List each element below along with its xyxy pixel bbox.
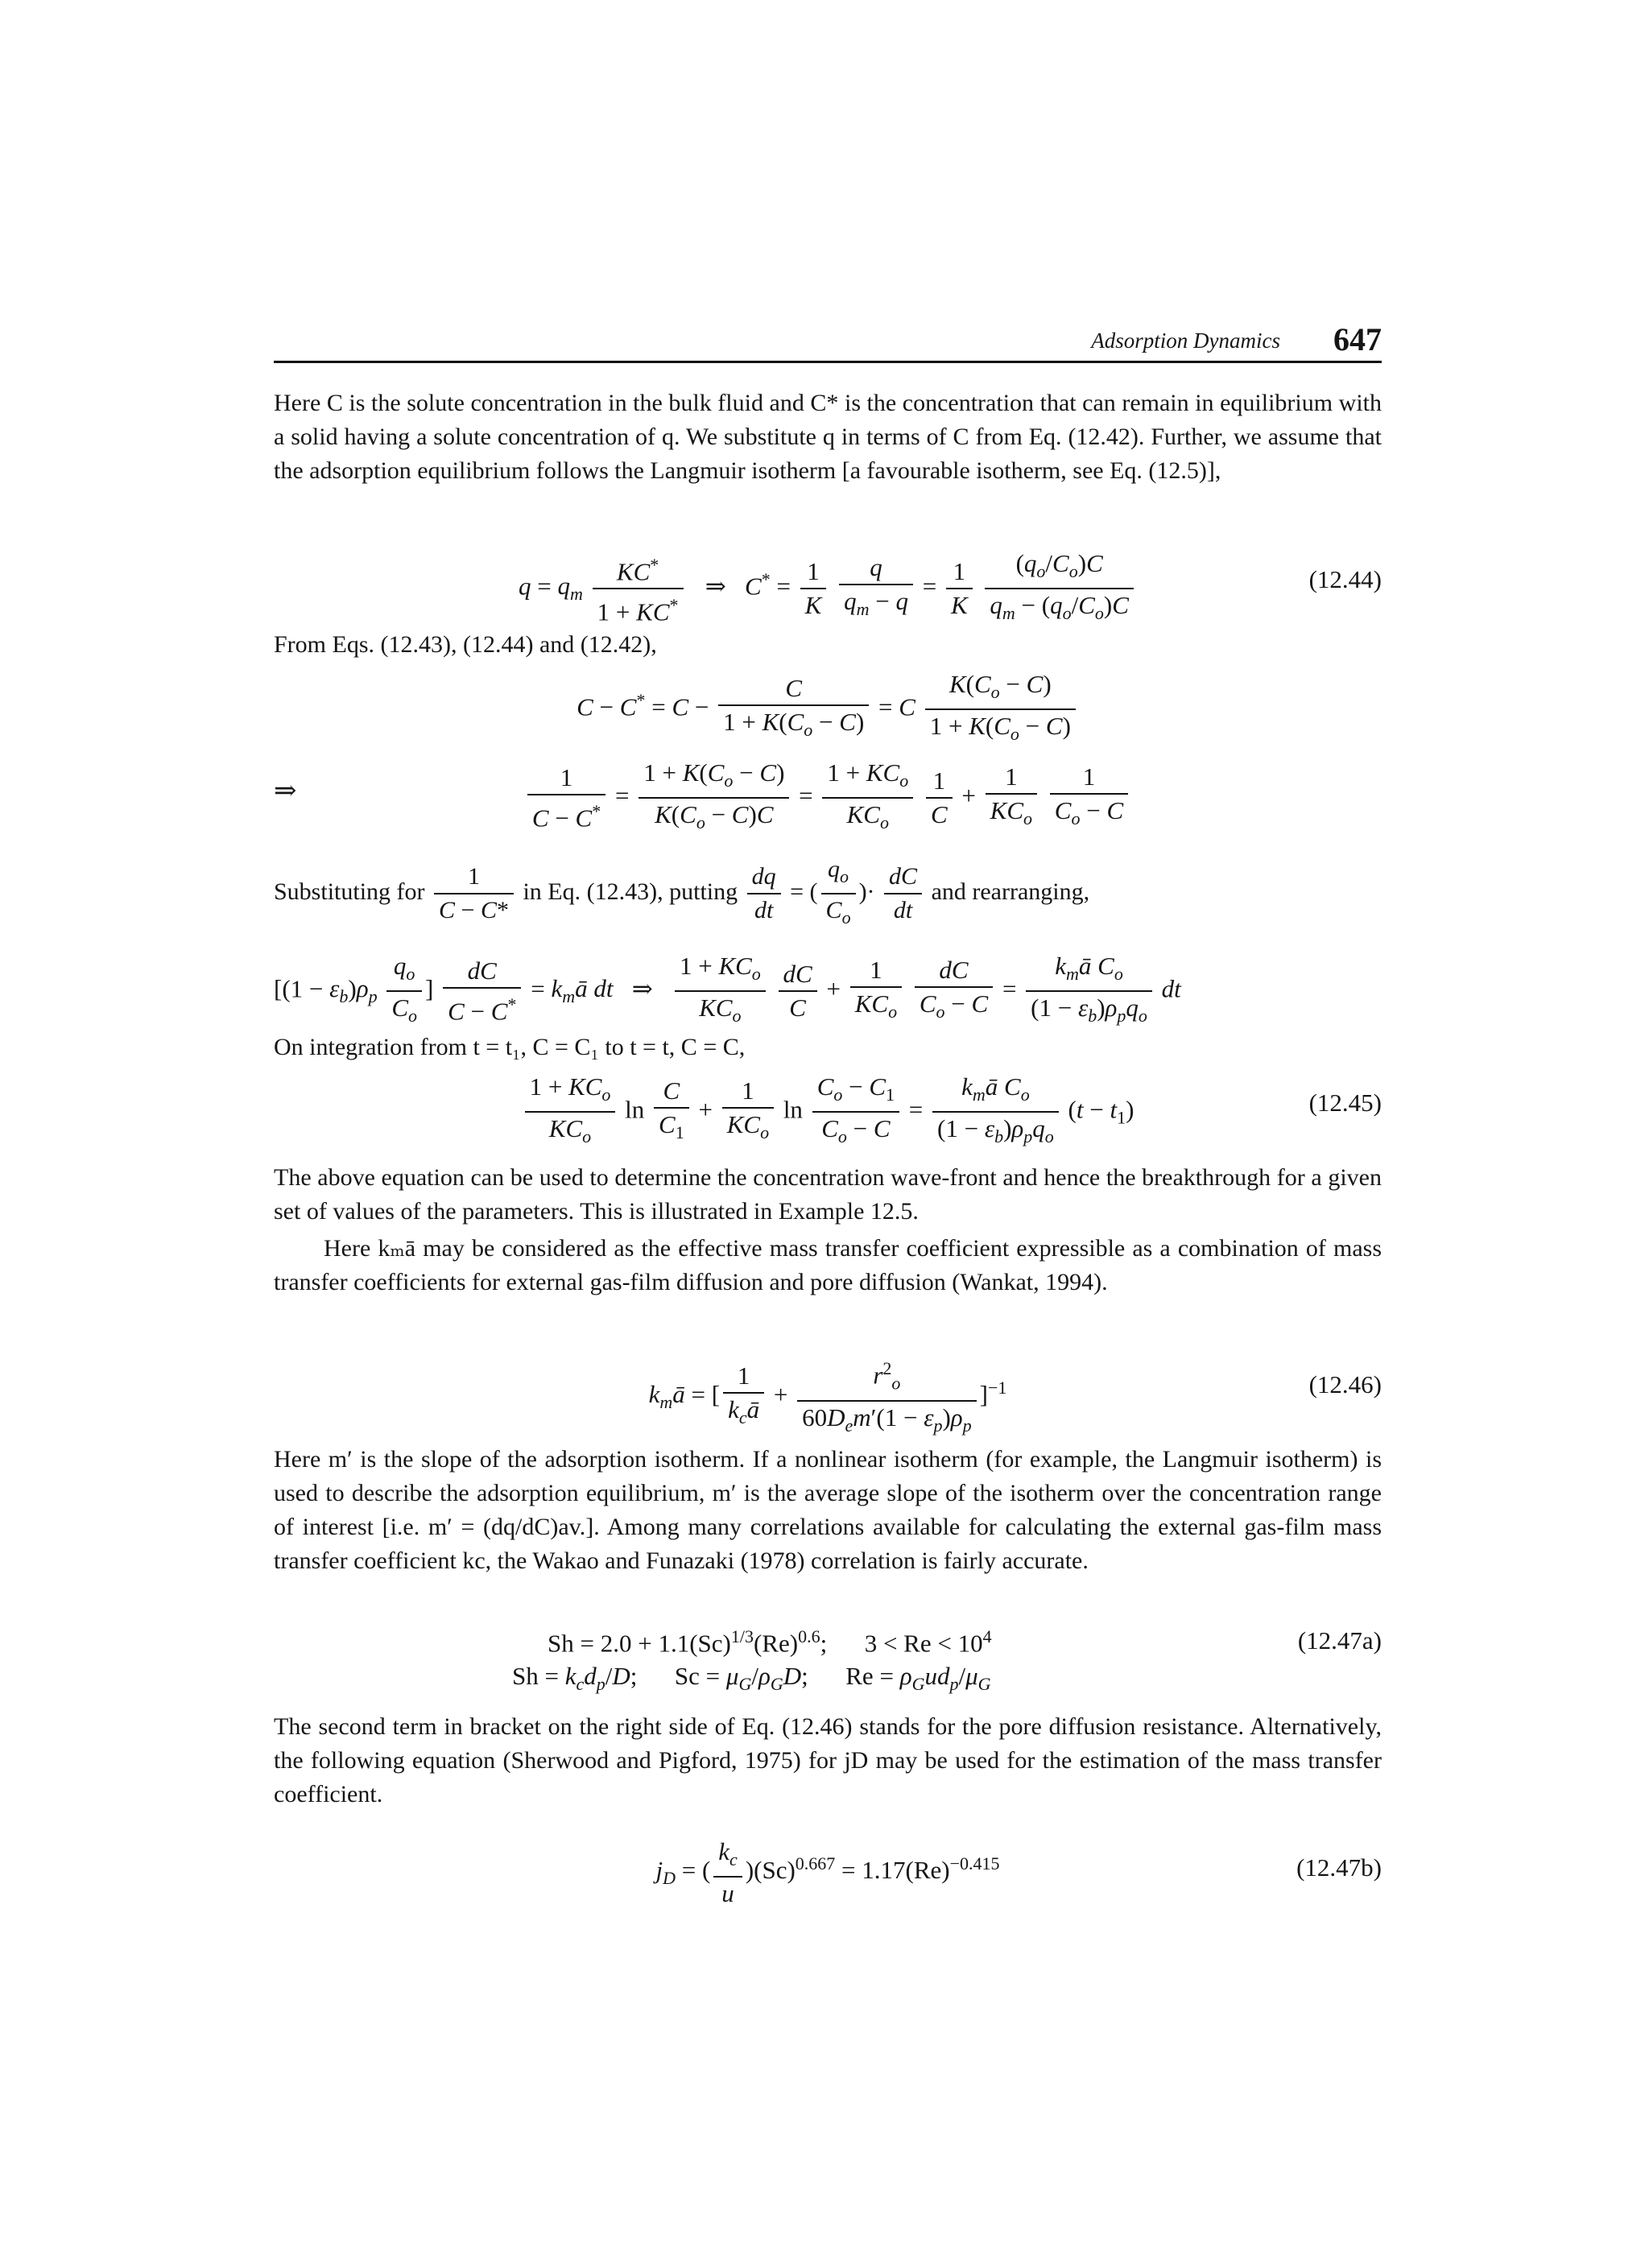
equation-12-44: $q = q_m$ $\frac{KC^*}{1 + KC^*}$ ⇒ C* = $\frac{1}{K}$ $\frac{q}{q_m - q}$ = $\frac{1}{K}$ $\frac{(q_o/C_o)C}{q_m - (q_o/C_o)C}$ (12.44) (519, 549, 1382, 626)
equation-c-minus-cstar: C − C* = C − $\frac{C}{1 + K(C_o - C)}$ = C $\frac{K(C_o - C)}{1 + K(C_o - C)}$ (274, 668, 1382, 749)
paragraph-from-eqs: From Eqs. (12.43), (12.44) and (12.42), (274, 631, 657, 658)
paragraph-effective-coefficient: Here kₘā may be considered as the effective mass transfer coefficient expressible as a combination of mass transfer coefficients for external gas-film diffusion and pore diffusion (Wankat, 1994). (274, 1235, 1382, 1295)
equation-number: (12.47b) (1296, 1853, 1382, 1882)
page-number: 647 (1333, 321, 1382, 357)
equation-12-47a: $Sh = 2.0 + 1.1(Sc)^{1/3}(Re)^{0.6}$; $3 < Re < 10^4$ (12.47a) (548, 1626, 1382, 1658)
implies-symbol: ⇒ (631, 974, 653, 1003)
substituting-text-2: in Eq. (12.43), putting (523, 878, 738, 905)
paragraph-wavefront: The above equation can be used to determine the concentration wave-front and hence the breakthrough for a given set of values of the parameters. This is illustrated in Example 12.5. (274, 1164, 1382, 1225)
substituting-line: Substituting for $\frac{1}{C - C*}$ in Eq. (12.43), putting $\frac{dq}{dt}$ = ( $\frac{q_o}{C_o}$ )· $\frac{dC}{dt}$ and rearranging, (274, 853, 1382, 934)
paragraph-pore-diffusion: The second term in bracket on the right side of Eq. (12.46) stands for the pore diffusion resistance. Alternatively, the following equation (Sherwood and Pigford, 1975) for jD may be used for the estimation of the mass transfer coefficient. (274, 1713, 1382, 1807)
implies-symbol: ⇒ (705, 572, 726, 601)
equation-12-47b: $j_D$ = ( $\frac{k_c}{u}$ )$(Sc)^{0.667} = 1.17(Re)^{-0.415}$ (12.47b) (655, 1837, 1382, 1908)
implies-symbol: ⇒ (274, 776, 297, 806)
equation-number: (12.46) (1308, 1370, 1382, 1398)
paragraph-intro: Here C is the solute concentration in the bulk fluid and C* is the concentration that can remain in equilibrium with a solid having a solute concentration of q. We substitute q in terms of C from Eq. (12.42). Further, we assume that the adsorption equilibrium follows the Langmuir isotherm [a favourable isotherm, see Eq. (12.5)], (274, 390, 1382, 484)
equation-reciprocal: ⇒ $\frac{1}{C - C^*}$ = $\frac{1 + K(C_o - C)}{K(C_o - C)C}$ = $1 + KC_o$ $KC_o$ $\frac{1}{C}$ + 1 $KC_o$ $\frac{1}{C_o - C}$ (274, 757, 1382, 837)
equation-dimensionless-groups: $Sh = k_cd_p/D$; $Sc = \mu_G/\rho_GD$; $Re = \rho_Gud_p/\mu_G$ (512, 1662, 991, 1695)
equation-12-45: $1 + KC_o$ $KC_o$ ln $\frac{C}{C_1}$ + 1 $KC_o$ ln $\frac{C_o - C_1}{C_o - C}$ = $k_mā$ $C_o$ $(1 - \varepsilon_b)\rho_pq_o$ $(t - t_1)$ (12.45) (274, 1071, 1382, 1151)
equation-number: (12.47a) (1297, 1626, 1382, 1655)
paragraph-isotherm-slope: Here m′ is the slope of the adsorption isotherm. If a nonlinear isotherm (for example, the Langmuir isotherm) is used to describe the adsorption equilibrium, m′ is the average slope of the isotherm over the concentration range of interest [i.e. m′ = (dq/dC)av.]. Among many correlations available for calculating the external gas-film mass transfer coefficient kc, the Wakao and Funazaki (1978) correlation is fairly accurate. (274, 1446, 1382, 1574)
equation-rate: [$(1 - \varepsilon_b)\rho_p$ $\frac{q_o}{C_o}$ ] $\frac{dC}{C - C^*}$ = $k_mā$ dt ⇒ $1 + KC_o$ $KC_o$ $\frac{dC}{C}$ + 1 $KC_o$ $\frac{dC}{C_o - C}$ = $k_mā$ $C_o$ $(1 - \varepsilon_b)\rho_pq_o$ dt (274, 952, 1181, 1027)
substituting-text-1: Substituting for (274, 878, 425, 905)
equation-12-46: $k_mā$ = [ 1 $k_cā$ + $r^2_o$ $60D_em'(1 - \varepsilon_p)\rho_p$ ]$^{-1}$ (12.46) (274, 1353, 1382, 1433)
paragraph-integration: On integration from t = t₁, C = C₁ to t = t, C = C, (274, 1034, 746, 1060)
running-header (274, 322, 1382, 363)
equation-number: (12.45) (1308, 1089, 1382, 1117)
equation-number: (12.44) (1308, 565, 1382, 593)
substituting-text-3: and rearranging, (931, 878, 1090, 905)
running-title: Adsorption Dynamics (1091, 328, 1280, 353)
